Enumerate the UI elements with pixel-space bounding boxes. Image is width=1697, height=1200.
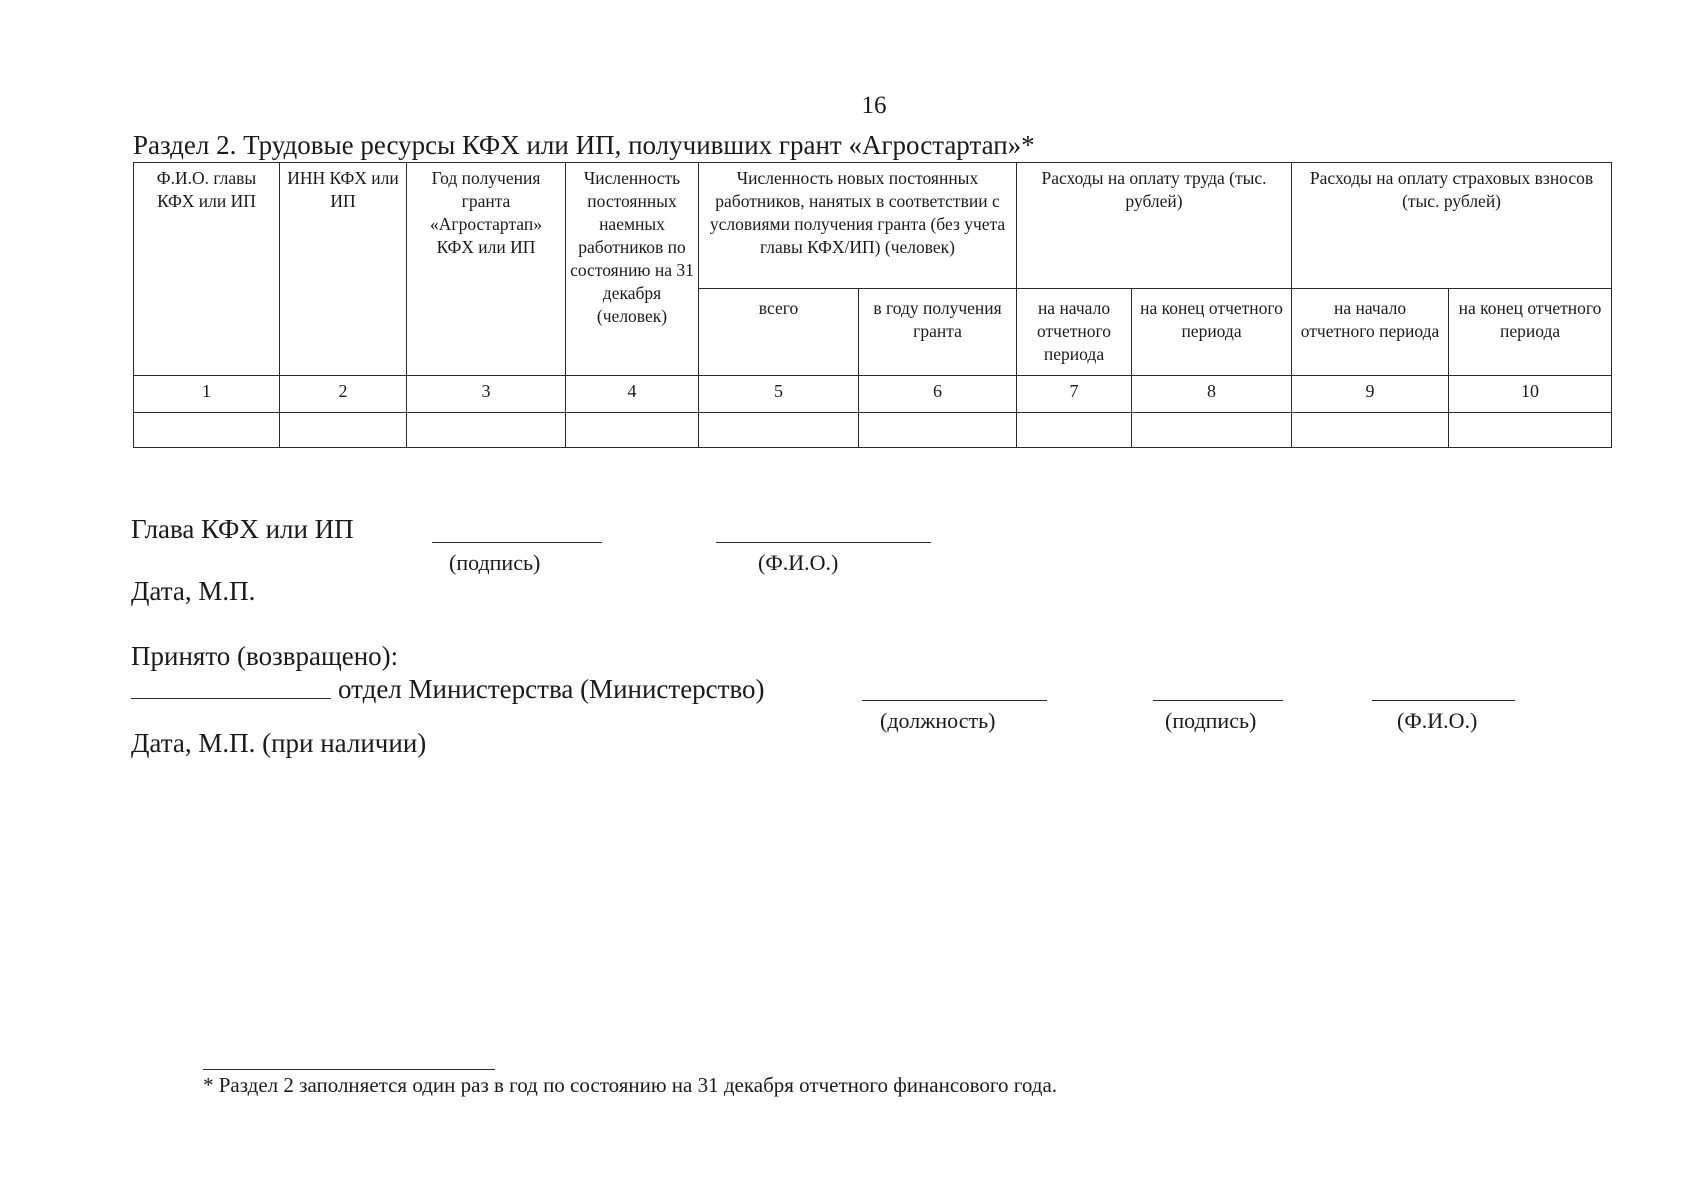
page-number: 16	[861, 92, 887, 119]
table-cell[interactable]	[699, 413, 859, 448]
column-number: 9	[1292, 376, 1449, 413]
table-cell[interactable]	[1449, 413, 1612, 448]
head-name-caption: (Ф.И.О.)	[758, 550, 839, 575]
column-number: 7	[1017, 376, 1132, 413]
column-number: 10	[1449, 376, 1612, 413]
header-insurance-end: на конец отчетного периода	[1449, 289, 1612, 376]
column-number-row	[134, 376, 1612, 413]
header-new-workers-group: Численность новых постоянных работников, нанятых в соответствии с условиями получения гранта (без учета главы КФХ/ИП) (человек)	[699, 163, 1017, 289]
acceptance-title: Принято (возвращено):	[131, 641, 399, 671]
acceptance-date-stamp: Дата, М.П. (при наличии)	[131, 728, 427, 758]
head-signature-line[interactable]	[432, 542, 602, 543]
header-new-workers-total: всего	[699, 289, 859, 376]
header-insurance-group: Расходы на оплату страховых взносов (тыс. рублей)	[1292, 163, 1612, 289]
section-title: Раздел 2. Трудовые ресурсы КФХ или ИП, получивших грант «Агростартап»*	[133, 130, 1035, 160]
column-number: 3	[407, 376, 566, 413]
header-inn: ИНН КФХ или ИП	[280, 163, 407, 376]
table-cell[interactable]	[280, 413, 407, 448]
acceptance-signature-line[interactable]	[1153, 700, 1283, 701]
header-grant-year: Год получения гранта «Агростартап» КФХ или ИП	[407, 163, 566, 376]
column-number: 6	[859, 376, 1017, 413]
table-row	[134, 413, 1612, 448]
column-number: 2	[280, 376, 407, 413]
head-date-stamp: Дата, М.П.	[131, 576, 256, 606]
table-cell[interactable]	[1292, 413, 1449, 448]
header-insurance-start: на начало отчетного периода	[1292, 289, 1449, 376]
header-permanent-workers: Численность постоянных наемных работников по состоянию на 31 декабря (человек)	[566, 163, 699, 376]
table-cell[interactable]	[134, 413, 280, 448]
head-label: Глава КФХ или ИП	[131, 514, 354, 544]
header-labor-start: на начало отчетного периода	[1017, 289, 1132, 376]
column-number: 4	[566, 376, 699, 413]
table-cell[interactable]	[566, 413, 699, 448]
acceptance-name-caption: (Ф.И.О.)	[1397, 708, 1478, 733]
column-number: 5	[699, 376, 859, 413]
acceptance-signature-caption: (подпись)	[1165, 708, 1257, 733]
header-full-name: Ф.И.О. главы КФХ или ИП	[134, 163, 280, 376]
header-labor-costs-group: Расходы на оплату труда (тыс. рублей)	[1017, 163, 1292, 289]
header-labor-end: на конец отчетного периода	[1132, 289, 1292, 376]
header-new-workers-grant-year: в году получения гранта	[859, 289, 1017, 376]
acceptance-name-line[interactable]	[1372, 700, 1515, 701]
position-line[interactable]	[862, 700, 1047, 701]
footnote: * Раздел 2 заполняется один раз в год по состоянию на 31 декабря отчетного финансового года.	[203, 1073, 1058, 1097]
table-cell[interactable]	[1132, 413, 1292, 448]
head-name-line[interactable]	[716, 542, 931, 543]
column-number: 8	[1132, 376, 1292, 413]
department-line[interactable]	[131, 698, 331, 699]
labor-resources-table	[133, 162, 1612, 448]
head-signature-caption: (подпись)	[449, 550, 541, 575]
department-label: отдел Министерства (Министерство)	[338, 674, 765, 704]
footnote-separator	[203, 1069, 495, 1070]
position-caption: (должность)	[880, 708, 996, 733]
table-cell[interactable]	[407, 413, 566, 448]
table-cell[interactable]	[1017, 413, 1132, 448]
column-number: 1	[134, 376, 280, 413]
table-cell[interactable]	[859, 413, 1017, 448]
